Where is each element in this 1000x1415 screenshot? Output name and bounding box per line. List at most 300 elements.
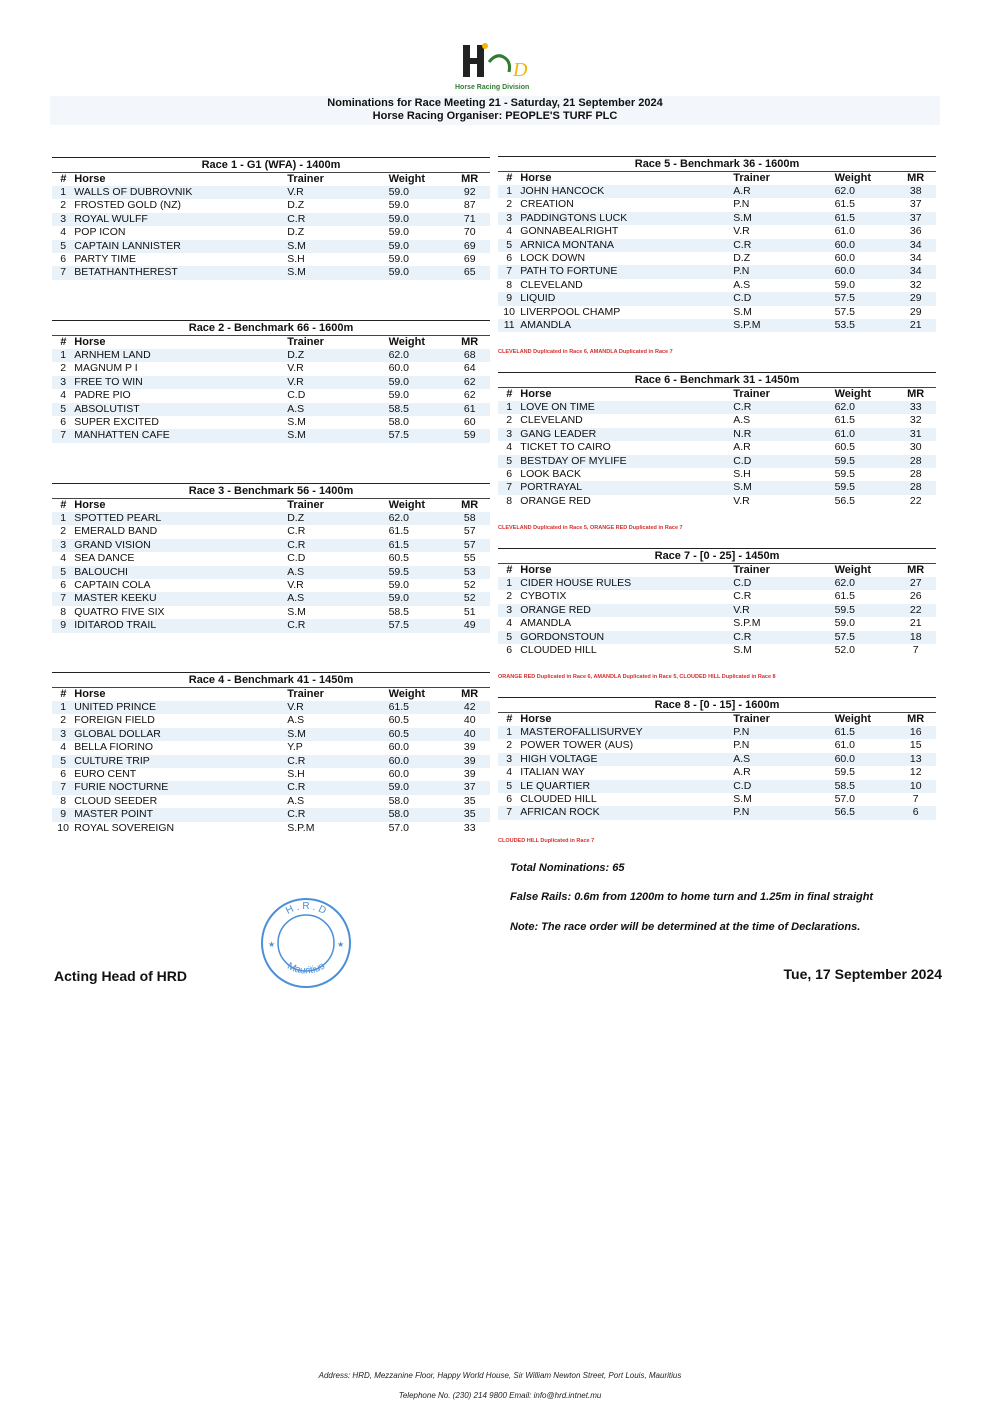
cell-num: 9 [498,292,520,305]
cell-weight: 59.0 [389,186,450,199]
cell-num: 6 [52,579,74,592]
cell-horse: CLEVELAND [520,279,733,292]
cell-num: 11 [498,319,520,332]
cell-mr: 37 [449,781,490,794]
cell-trainer: V.R [733,495,834,508]
table-row [498,265,936,278]
cell-trainer: C.D [287,552,388,565]
signatory-title: Acting Head of HRD [54,968,187,984]
cell-trainer: A.R [733,441,834,454]
column-header-horse: Horse [520,564,552,576]
table-row [52,186,490,199]
cell-weight: 60.5 [835,441,896,454]
cell-num: 2 [498,198,520,211]
cell-weight: 58.5 [389,606,450,619]
cell-weight: 60.5 [389,552,450,565]
race-title: Race 3 - Benchmark 56 - 1400m [52,483,490,499]
table-row [52,240,490,253]
cell-horse: PATH TO FORTUNE [520,265,733,278]
column-header-horse: Horse [74,499,106,511]
cell-mr: 18 [895,631,936,644]
table-row [52,781,490,794]
cell-horse: PORTRAYAL [520,481,733,494]
cell-trainer: S.H [287,253,388,266]
cell-mr: 15 [895,739,936,752]
cell-trainer: C.R [287,808,388,821]
table-row [52,619,490,632]
column-header-trainer: Trainer [287,688,324,700]
cell-weight: 60.0 [835,252,896,265]
race-entries-table [52,336,490,443]
cell-num: 1 [498,726,520,739]
race-5-note: CLEVELAND Duplicated in Race 6, AMANDLA Duplicated in Race 7 [498,349,673,355]
cell-horse: AFRICAN ROCK [520,806,733,819]
column-header-mr: MR [461,499,479,511]
cell-mr: 6 [895,806,936,819]
table-header-row [498,564,936,577]
column-header-mr: MR [907,713,925,725]
cell-weight: 59.0 [389,781,450,794]
table-row [52,566,490,579]
table-row [498,793,936,806]
cell-num: 3 [498,428,520,441]
cell-weight: 61.0 [835,428,896,441]
table-row [498,577,936,590]
cell-num: 8 [498,495,520,508]
cell-mr: 38 [895,185,936,198]
cell-num: 9 [52,619,74,632]
race-title: Race 6 - Benchmark 31 - 1450m [498,372,936,388]
cell-mr: 70 [449,226,490,239]
table-row [498,185,936,198]
cell-weight: 59.0 [389,376,450,389]
cell-trainer: A.R [733,766,834,779]
cell-num: 4 [52,741,74,754]
cell-num: 7 [52,429,74,442]
cell-mr: 37 [895,198,936,211]
cell-mr: 68 [449,349,490,362]
column-header-weight: Weight [388,499,426,511]
cell-trainer: C.R [733,631,834,644]
cell-num: 1 [498,185,520,198]
column-header-weight: Weight [834,713,872,725]
cell-weight: 61.5 [835,198,896,211]
cell-num: 6 [498,644,520,657]
cell-mr: 52 [449,592,490,605]
cell-trainer: C.R [733,590,834,603]
column-header-horse: Horse [74,336,106,348]
cell-trainer: C.R [287,619,388,632]
cell-weight: 59.5 [835,468,896,481]
cell-weight: 60.5 [389,714,450,727]
cell-mr: 13 [895,753,936,766]
table-row [498,590,936,603]
cell-weight: 61.5 [389,539,450,552]
cell-num: 3 [498,604,520,617]
cell-mr: 28 [895,481,936,494]
table-row [52,429,490,442]
cell-mr: 22 [895,495,936,508]
table-row [52,714,490,727]
cell-trainer: C.R [733,239,834,252]
cell-trainer: A.S [733,279,834,292]
table-row [498,401,936,414]
column-header-trainer: Trainer [733,388,770,400]
cell-mr: 21 [895,617,936,630]
cell-mr: 35 [449,808,490,821]
cell-trainer: A.S [287,592,388,605]
cell-weight: 61.5 [389,525,450,538]
cell-weight: 59.0 [389,579,450,592]
cell-horse: HIGH VOLTAGE [520,753,733,766]
cell-horse: ARNICA MONTANA [520,239,733,252]
cell-weight: 59.5 [389,566,450,579]
cell-horse: FURIE NOCTURNE [74,781,287,794]
table-header-row [52,173,490,186]
cell-mr: 65 [449,266,490,279]
table-row [52,266,490,279]
cell-trainer: A.S [287,403,388,416]
cell-num: 8 [52,795,74,808]
cell-trainer: D.Z [287,349,388,362]
cell-trainer: S.M [287,416,388,429]
cell-num: 8 [52,606,74,619]
cell-mr: 37 [895,212,936,225]
cell-trainer: C.R [287,213,388,226]
table-row [52,579,490,592]
cell-mr: 57 [449,525,490,538]
issue-date: Tue, 17 September 2024 [783,966,942,982]
cell-weight: 60.0 [389,741,450,754]
table-row [52,416,490,429]
table-row [498,495,936,508]
cell-num: 4 [498,225,520,238]
table-row [52,808,490,821]
cell-trainer: V.R [287,186,388,199]
cell-mr: 39 [449,741,490,754]
cell-horse: GORDONSTOUN [520,631,733,644]
cell-mr: 21 [895,319,936,332]
table-row [52,213,490,226]
table-row [52,362,490,375]
race-6-note: CLEVELAND Duplicated in Race 5, ORANGE RED Duplicated in Race 7 [498,525,683,531]
table-row [52,389,490,402]
cell-mr: 31 [895,428,936,441]
column-header-weight: Weight [834,172,872,184]
table-row [52,539,490,552]
cell-num: 5 [52,755,74,768]
race-order-note: Note: The race order will be determined at the time of Declarations. [510,921,861,933]
cell-trainer: V.R [287,579,388,592]
cell-mr: 34 [895,265,936,278]
cell-trainer: C.D [733,780,834,793]
cell-trainer: A.S [287,566,388,579]
footer-phone: Telephone No. (230) 214 9800 Email: info@hrd.intnet.mu [398,1391,602,1400]
column-header-trainer: Trainer [733,564,770,576]
table-row [498,292,936,305]
cell-num: 3 [52,728,74,741]
svg-text:★: ★ [337,940,345,949]
cell-horse: POWER TOWER (AUS) [520,739,733,752]
cell-weight: 58.0 [389,416,450,429]
cell-num: 7 [52,781,74,794]
cell-mr: 28 [895,455,936,468]
table-row [498,617,936,630]
table-row [52,592,490,605]
table-row [498,739,936,752]
cell-num: 2 [498,590,520,603]
column-header-weight: Weight [388,173,426,185]
cell-trainer: D.Z [287,226,388,239]
cell-horse: CLOUD SEEDER [74,795,287,808]
cell-horse: BETATHANTHEREST [74,266,287,279]
cell-weight: 61.5 [835,726,896,739]
hrd-stamp [256,893,356,993]
cell-horse: BALOUCHI [74,566,287,579]
cell-trainer: D.Z [287,512,388,525]
cell-mr: 42 [449,701,490,714]
cell-weight: 56.5 [835,806,896,819]
table-row [498,481,936,494]
cell-weight: 59.0 [389,266,450,279]
cell-horse: ROYAL SOVEREIGN [74,822,287,835]
cell-mr: 57 [449,539,490,552]
cell-num: 7 [498,481,520,494]
race-8-table [498,697,936,820]
cell-trainer: V.R [733,225,834,238]
table-row [498,631,936,644]
cell-weight: 62.0 [389,512,450,525]
svg-text:D: D [513,59,528,81]
column-header-weight: Weight [388,688,426,700]
cell-weight: 60.0 [835,239,896,252]
cell-horse: CLOUDED HILL [520,644,733,657]
cell-num: 5 [52,403,74,416]
cell-weight: 62.0 [835,185,896,198]
cell-horse: SUPER EXCITED [74,416,287,429]
cell-num: 1 [52,512,74,525]
cell-mr: 60 [449,416,490,429]
race-title: Race 7 - [0 - 25] - 1450m [498,548,936,564]
table-row [498,225,936,238]
cell-num: 3 [52,376,74,389]
cell-num: 1 [498,401,520,414]
table-row [498,252,936,265]
cell-num: 5 [52,566,74,579]
cell-weight: 56.5 [835,495,896,508]
cell-weight: 60.0 [389,755,450,768]
cell-mr: 40 [449,728,490,741]
cell-trainer: P.N [733,806,834,819]
table-row [498,455,936,468]
race-entries-table [498,564,936,657]
cell-mr: 51 [449,606,490,619]
table-row [498,780,936,793]
cell-num: 10 [498,306,520,319]
cell-horse: LIQUID [520,292,733,305]
table-row [52,349,490,362]
race-title: Race 8 - [0 - 15] - 1600m [498,697,936,713]
cell-num: 9 [52,808,74,821]
cell-horse: LE QUARTIER [520,780,733,793]
cell-horse: ARNHEM LAND [74,349,287,362]
table-row [52,701,490,714]
cell-trainer: S.M [733,793,834,806]
column-header-num: # [506,172,513,184]
cell-mr: 32 [895,414,936,427]
cell-trainer: C.R [733,401,834,414]
cell-num: 4 [498,441,520,454]
cell-horse: CULTURE TRIP [74,755,287,768]
table-row [52,795,490,808]
cell-weight: 59.5 [835,766,896,779]
cell-num: 4 [52,552,74,565]
cell-weight: 59.0 [389,213,450,226]
race-entries-table [498,388,936,508]
race-entries-table [498,172,936,332]
race-entries-table [52,688,490,835]
table-row [52,768,490,781]
cell-weight: 57.5 [835,631,896,644]
cell-mr: 59 [449,429,490,442]
cell-trainer: S.H [287,768,388,781]
cell-weight: 61.5 [835,212,896,225]
cell-trainer: D.Z [733,252,834,265]
cell-num: 4 [498,617,520,630]
cell-trainer: C.D [733,455,834,468]
cell-mr: 29 [895,292,936,305]
race-7-note: ORANGE RED Duplicated in Race 6, AMANDLA Duplicated in Race 5, CLOUDED HILL Duplicated in Race 8 [498,674,776,680]
table-header-row [52,688,490,701]
cell-weight: 59.5 [835,455,896,468]
cell-mr: 39 [449,768,490,781]
table-row [52,822,490,835]
table-row [498,279,936,292]
table-row [52,512,490,525]
cell-trainer: A.S [287,795,388,808]
column-header-horse: Horse [74,688,106,700]
cell-num: 6 [52,253,74,266]
cell-horse: CYBOTIX [520,590,733,603]
cell-num: 2 [52,362,74,375]
cell-horse: MASTEROFALLISURVEY [520,726,733,739]
cell-horse: LOCK DOWN [520,252,733,265]
cell-mr: 55 [449,552,490,565]
table-header-row [498,713,936,726]
cell-weight: 57.5 [835,306,896,319]
cell-weight: 57.0 [835,793,896,806]
cell-weight: 52.0 [835,644,896,657]
cell-mr: 26 [895,590,936,603]
cell-num: 3 [52,213,74,226]
cell-horse: ROYAL WULFF [74,213,287,226]
table-header-row [52,499,490,512]
cell-mr: 34 [895,239,936,252]
cell-horse: GONNABEALRIGHT [520,225,733,238]
cell-mr: 87 [449,199,490,212]
cell-trainer: S.P.M [733,617,834,630]
cell-mr: 58 [449,512,490,525]
cell-horse: QUATRO FIVE SIX [74,606,287,619]
table-row [52,376,490,389]
race-entries-table [52,499,490,633]
cell-trainer: P.N [733,198,834,211]
table-row [498,239,936,252]
cell-trainer: A.S [287,714,388,727]
cell-num: 4 [498,766,520,779]
table-row [498,644,936,657]
cell-horse: ITALIAN WAY [520,766,733,779]
table-row [498,468,936,481]
cell-weight: 59.5 [835,604,896,617]
table-row [498,306,936,319]
cell-mr: 7 [895,793,936,806]
cell-mr: 34 [895,252,936,265]
column-header-num: # [506,388,513,400]
cell-horse: ABSOLUTIST [74,403,287,416]
cell-trainer: P.N [733,726,834,739]
cell-trainer: C.R [287,781,388,794]
cell-num: 1 [498,577,520,590]
table-row [52,403,490,416]
cell-weight: 61.5 [835,590,896,603]
cell-horse: CLOUDED HILL [520,793,733,806]
cell-mr: 7 [895,644,936,657]
cell-weight: 59.0 [389,199,450,212]
column-header-trainer: Trainer [287,499,324,511]
race-title: Race 1 - G1 (WFA) - 1400m [52,157,490,173]
cell-horse: FOREIGN FIELD [74,714,287,727]
cell-horse: ORANGE RED [520,495,733,508]
cell-trainer: C.D [733,577,834,590]
table-header-row [52,336,490,349]
race-4-table [52,672,490,835]
table-row [52,755,490,768]
table-header-row [498,388,936,401]
cell-mr: 27 [895,577,936,590]
table-row [498,726,936,739]
cell-num: 4 [52,226,74,239]
cell-horse: GRAND VISION [74,539,287,552]
cell-horse: LOVE ON TIME [520,401,733,414]
cell-num: 5 [498,455,520,468]
cell-horse: PADDINGTONS LUCK [520,212,733,225]
cell-weight: 57.5 [835,292,896,305]
table-row [498,212,936,225]
cell-mr: 49 [449,619,490,632]
column-header-mr: MR [461,173,479,185]
cell-horse: MANHATTEN CAFE [74,429,287,442]
table-row [498,806,936,819]
cell-mr: 71 [449,213,490,226]
cell-horse: BELLA FIORINO [74,741,287,754]
cell-num: 6 [498,793,520,806]
cell-num: 1 [52,701,74,714]
table-row [52,552,490,565]
cell-weight: 57.5 [389,619,450,632]
cell-mr: 92 [449,186,490,199]
table-row [52,525,490,538]
cell-weight: 62.0 [389,349,450,362]
cell-weight: 59.0 [835,279,896,292]
race-title: Race 5 - Benchmark 36 - 1600m [498,156,936,172]
race-7-table [498,548,936,657]
column-header-horse: Horse [74,173,106,185]
cell-mr: 39 [449,755,490,768]
cell-trainer: S.M [287,606,388,619]
cell-mr: 12 [895,766,936,779]
cell-trainer: A.R [733,185,834,198]
